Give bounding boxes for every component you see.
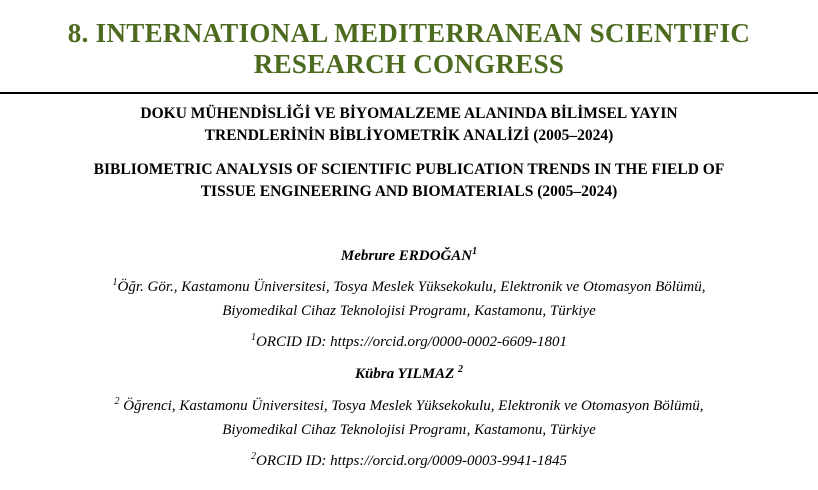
author-name-1-text: Mebrure ERDOĞAN [340, 248, 473, 264]
author-orcid-2-link[interactable]: ORCID ID: https://orcid.org/0009-0003-9941-1845 [256, 453, 567, 469]
author-orcid-2 [0, 451, 818, 471]
author-name-1-sup: 1 [472, 246, 478, 257]
paper-title-english [20, 159, 798, 203]
author-name-2-sup: 2 [458, 364, 464, 375]
paper-title-english-line1: BIBLIOMETRIC ANALYSIS OF SCIENTIFIC PUBLICATION TRENDS IN THE FIELD OF [93, 161, 725, 178]
paper-title-turkish-line1: DOKU MÜHENDİSLİĞİ VE BİYOMALZEME ALANINDA BİLİMSEL YAYIN [140, 105, 678, 122]
author-affiliation-1 [20, 275, 798, 323]
author-affiliation-1-line1-text: Öğr. Gör., Kastamonu Üniversitesi, Tosya Meslek Yüksekokulu, Elektronik ve Otomasyon Bölümü, [117, 279, 706, 295]
author-affiliation-2-line2: Biyomedikal Cihaz Teknolojisi Programı, Kastamonu, Türkiye [222, 422, 596, 438]
author-name-2-text: Kübra YILMAZ [354, 366, 455, 382]
author-orcid-2-sup: 2 [251, 451, 257, 462]
paper-title-turkish [20, 103, 798, 147]
author-affiliation-1-line1 [20, 275, 798, 299]
paper-title-turkish-line2: TRENDLERİNİN BİBLİYOMETRİK ANALİZİ (2005–2024) [204, 127, 614, 144]
author-affiliation-1-line2: Biyomedikal Cihaz Teknolojisi Programı, Kastamonu, Türkiye [222, 303, 596, 319]
author-orcid-1-sup: 1 [251, 332, 257, 343]
author-orcid-1 [0, 332, 818, 352]
congress-title-line1: 8. INTERNATIONAL MEDITERRANEAN SCIENTIFIC [67, 18, 751, 48]
paper-title-english-line2: TISSUE ENGINEERING AND BIOMATERIALS (2005–2024) [200, 183, 618, 200]
author-name-1 [0, 246, 818, 266]
author-affiliation-1-sup: 1 [112, 277, 118, 288]
author-affiliation-2-line1 [20, 394, 798, 418]
author-affiliation-2 [20, 394, 798, 442]
congress-title-line2: RESEARCH CONGRESS [253, 49, 565, 79]
author-affiliation-2-sup: 2 [114, 396, 120, 407]
congress-title [0, 18, 818, 80]
author-orcid-1-link[interactable]: ORCID ID: https://orcid.org/0000-0002-6609-1801 [256, 334, 567, 350]
header-divider [0, 92, 818, 94]
author-affiliation-2-line1-text: Öğrenci, Kastamonu Üniversitesi, Tosya Meslek Yüksekokulu, Elektronik ve Otomasyon Bölümü, [119, 398, 704, 414]
author-name-2 [0, 364, 818, 384]
